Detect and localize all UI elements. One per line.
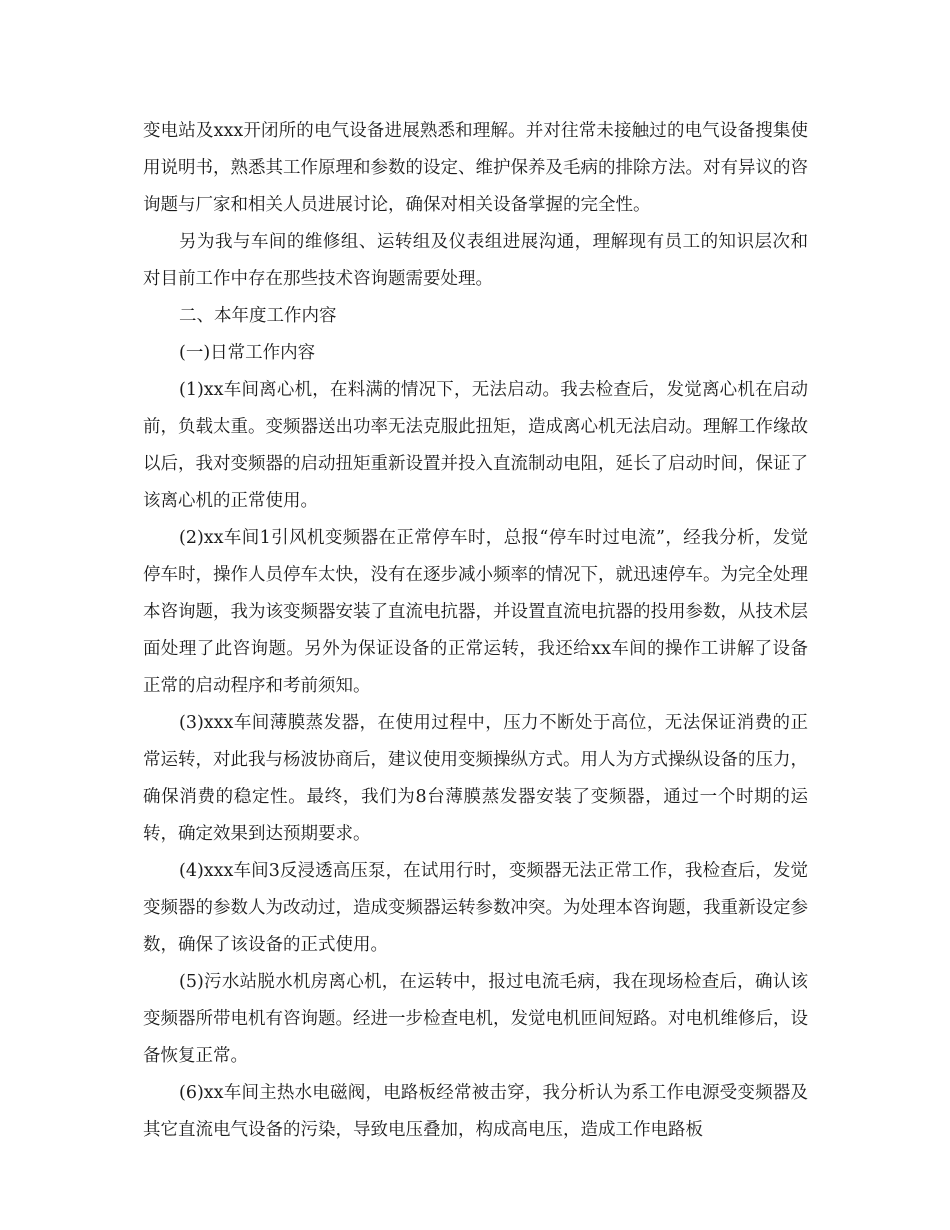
paragraph-continuation: 变电站及xxx开闭所的电气设备进展熟悉和理解。并对往常未接触过的电气设备搜集使用说明书，熟悉其工作原理和参数的设定、维护保养及毛病的排除方法。对有异议的咨询题与厂家和相关人员进展讨论，确保对相关设备掌握的完全性。 [143,121,808,215]
paragraph-item-2: (2)xx车间1引风机变频器在正常停车时，总报“停车时过电流”，经我分析，发觉停车时，操作人员停车太快，没有在逐步减小频率的情况下，就迅速停车。为完全处理本咨询题，我为该变频器安装了直流电抗器，并设置直流电抗器的投用参数，从技术层面处理了此咨询题。另外为保证设备的正常运转，我还给xx车间的操作工讲解了设备正常的启动程序和考前须知。 [143,528,808,696]
paragraph-item-4: (4)xxx车间3反浸透高压泵，在试用行时，变频器无法正常工作，我检查后，发觉变频器的参数人为改动过，造成变频器运转参数冲突。为处理本咨询题，我重新设定参数，确保了该设备的正式使用。 [143,861,808,955]
paragraph-item-6: (6)xx车间主热水电磁阀，电路板经常被击穿，我分析认为系工作电源受变频器及其它直流电气设备的污染，导致电压叠加，构成高电压，造成工作电路板 [143,1083,808,1140]
paragraph-item-3: (3)xxx车间薄膜蒸发器，在使用过程中，压力不断处于高位，无法保证消费的正常运转，对此我与杨波协商后，建议使用变频操纵方式。用人为方式操纵设备的压力，确保消费的稳定性。最终，我们为8台薄膜蒸发器安装了变频器，通过一个时期的运转，确定效果到达预期要求。 [143,713,808,844]
document-body [143,113,808,1149]
paragraph-item-1: (1)xx车间离心机，在料满的情况下，无法启动。我去检查后，发觉离心机在启动前，负载太重。变频器送出功率无法克服此扭矩，造成离心机无法启动。理解工作缘故以后，我对变频器的启动扭矩重新设置并投入直流制动电阻，延长了启动时间，保证了该离心机的正常使用。 [143,380,808,511]
paragraph-communication: 另为我与车间的维修组、运转组及仪表组进展沟通，理解现有员工的知识层次和对目前工作中存在那些技术咨询题需要处理。 [143,232,808,289]
section-heading: 二、本年度工作内容 [179,306,337,326]
subsection-heading: (一)日常工作内容 [179,343,316,363]
paragraph-item-5: (5)污水站脱水机房离心机，在运转中，报过电流毛病，我在现场检查后，确认该变频器所带电机有咨询题。经进一步检查电机，发觉电机匝间短路。对电机维修后，设备恢复正常。 [143,972,808,1066]
